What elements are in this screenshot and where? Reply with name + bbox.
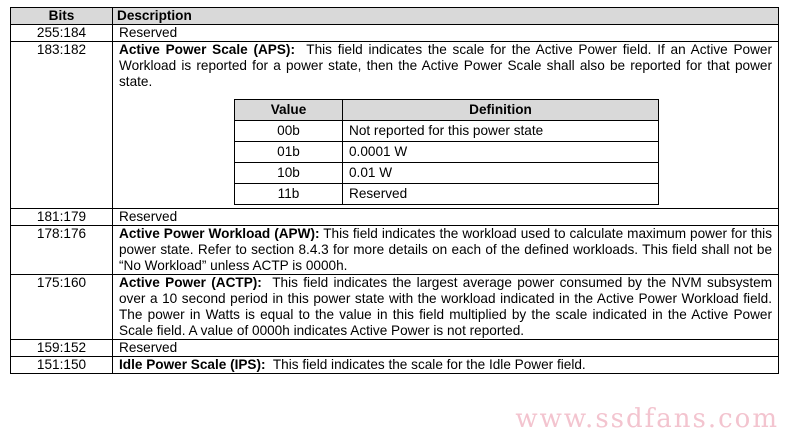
bits-cell: 175:160 <box>11 275 113 340</box>
value-cell: 00b <box>235 121 343 142</box>
definition-cell: 0.0001 W <box>343 142 659 163</box>
subtable-header-row <box>235 100 659 121</box>
definition-cell: Not reported for this power state <box>343 121 659 142</box>
value-cell: 11b <box>235 184 343 205</box>
table-row <box>11 42 779 209</box>
description-column-header: Description <box>113 8 779 25</box>
field-text: This field indicates the largest average power consumed by the NVM subsystem over a 10 second period in this power state with the workload indicated in the Active Power Workload field. The power in Watts is equal to the value in this field multiplied by the scale indicated in the Active Power Scale field. A value of 0000h indicates Active Power is not reported. <box>119 275 773 338</box>
subtable-row <box>235 163 659 184</box>
description-cell: Reserved <box>113 25 779 42</box>
description-cell <box>113 357 779 374</box>
watermark-text: www.ssdfans.com <box>515 404 779 434</box>
document-page <box>10 7 779 374</box>
bits-cell: 159:152 <box>11 340 113 357</box>
definition-column-header: Definition <box>343 100 659 121</box>
table-row <box>11 275 779 340</box>
value-cell: 01b <box>235 142 343 163</box>
table-header-row <box>11 8 779 25</box>
bits-cell: 151:150 <box>11 357 113 374</box>
description-cell <box>113 226 779 275</box>
table-row <box>11 340 779 357</box>
description-cell: Reserved <box>113 340 779 357</box>
field-definition-table <box>10 7 779 374</box>
table-row <box>11 209 779 226</box>
bits-cell: 255:184 <box>11 25 113 42</box>
field-description <box>119 42 772 90</box>
field-text: This field indicates the scale for the Active Power field. If an Active Power Workload is reported for a power state, then the Active Power Scale shall also be reported for that power state. <box>119 42 773 89</box>
table-row <box>11 226 779 275</box>
field-name: Idle Power Scale (IPS): <box>119 357 266 372</box>
bits-cell: 178:176 <box>11 226 113 275</box>
description-cell <box>113 42 779 209</box>
bits-cell: 183:182 <box>11 42 113 209</box>
description-cell <box>113 275 779 340</box>
field-name: Active Power (ACTP): <box>119 275 262 290</box>
bits-column-header: Bits <box>11 8 113 25</box>
field-description <box>119 357 772 373</box>
bits-cell: 181:179 <box>11 209 113 226</box>
field-text: This field indicates the scale for the Idle Power field. <box>272 357 586 372</box>
field-name: Active Power Scale (APS): <box>119 42 295 57</box>
definition-cell: 0.01 W <box>343 163 659 184</box>
subtable-row <box>235 184 659 205</box>
subtable-row <box>235 142 659 163</box>
definition-cell: Reserved <box>343 184 659 205</box>
field-text: This field indicates the workload used to calculate maximum power for this power state. Refer to section 8.4.3 for more details on each of the defined workloads. This field shall not be “No Workload” unless ACTP is 0000h. <box>119 226 773 273</box>
table-row <box>11 357 779 374</box>
field-name: Active Power Workload (APW): <box>119 226 320 241</box>
value-column-header: Value <box>235 100 343 121</box>
value-cell: 10b <box>235 163 343 184</box>
table-row <box>11 25 779 42</box>
field-description <box>119 275 772 339</box>
description-cell: Reserved <box>113 209 779 226</box>
field-description <box>119 226 772 274</box>
subtable-row <box>235 121 659 142</box>
value-definition-table <box>234 99 659 205</box>
